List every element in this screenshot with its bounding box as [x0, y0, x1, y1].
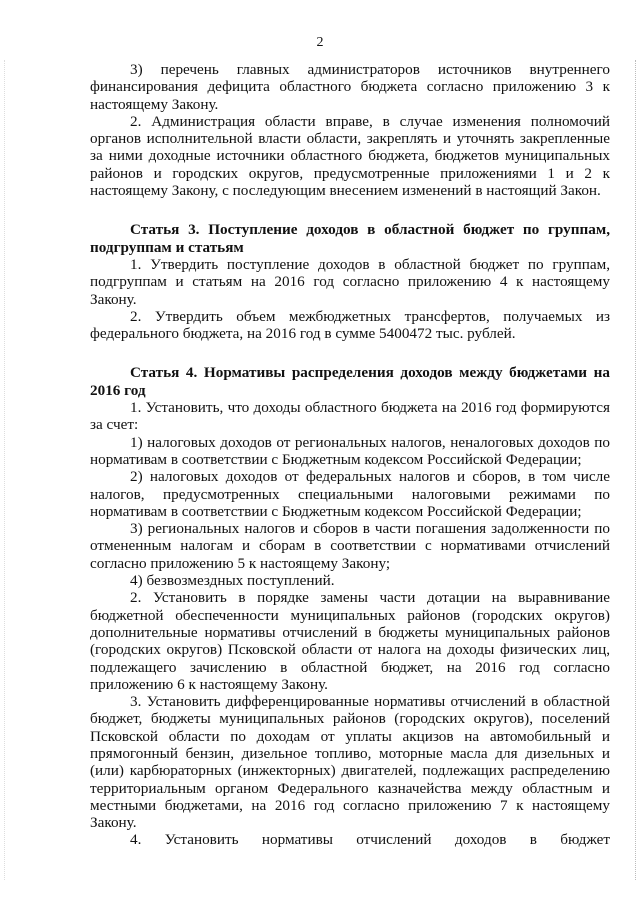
article-4-subitem-4: 4) безвозмездных поступлений. — [130, 572, 335, 590]
document-body — [90, 61, 610, 849]
article-4-title: Статья 4. Нормативы распределения доходов между бюджетами на 2016 год — [90, 364, 610, 399]
article-3-item-2: 2. Утвердить объем межбюджетных трансфертов, получаемых из федерального бюджета, на 2016 год в сумме 5400472 тыс. рублей. — [90, 307, 610, 343]
page-number: 2 — [316, 35, 324, 50]
article-3-item-1: 1. Утвердить поступление доходов в областной бюджет по группам, подгруппам и статьям на 2016 год согласно приложению 4 к настоящему Закону. — [90, 255, 610, 308]
paragraph-admin-rights: 2. Администрация области вправе, в случае изменения полномочий органов исполнительной власти области, закреплять и уточнять закрепленные за ними доходные источники областного бюджета, бюджетов муниципальных районов и городских округов, предусмотренные приложениями 1 и 2 к настоящему Закону, с последующим внесением изменений в настоящий Закон. — [90, 112, 610, 200]
article-4-subitem-3: 3) региональных налогов и сборов в части погашения задолженности по отмененным налогам и сборам в соответствии с нормативами отчислений согласно приложению 5 к настоящему Закону; — [90, 520, 610, 572]
scan-edge-left — [4, 60, 6, 880]
scan-edge-right — [634, 60, 636, 880]
article-3-title: Статья 3. Поступление доходов в областной бюджет по группам, подгруппам и статьям — [90, 221, 610, 256]
article-4-item-1: 1. Установить, что доходы областного бюджета на 2016 год формируются за счет: — [90, 399, 610, 434]
paragraph-admin-sources: 3) перечень главных администраторов источников внутреннего финансирования дефицита областного бюджета согласно приложению 3 к настоящему Закону. — [90, 61, 610, 113]
article-4-item-3: 3. Установить дифференцированные нормативы отчислений в областной бюджет, бюджеты муниципальных районов (городских округов), поселений Псковской области по доходам от уплаты акцизов на автомобильный и прямогонный бензин, дизельное топливо, моторные масла для дизельных и (или) карбюраторных (инжекторных) двигателей, подлежащих распределению территориальным органом Федерального казначейства между областным и местными бюджетами, на 2016 год согласно приложению 7 к настоящему Закону. — [90, 693, 610, 832]
article-4-subitem-1: 1) налоговых доходов от региональных налогов, неналоговых доходов по нормативам в соответствии с Бюджетным кодексом Российской Федерации; — [90, 433, 610, 468]
article-4-item-4: 4. Установить нормативы отчислений доходов в бюджет — [130, 831, 610, 849]
article-4-subitem-2: 2) налоговых доходов от федеральных налогов и сборов, в том числе налогов, предусмотренных специальными налоговыми режимами по нормативам в соответствии с Бюджетным кодексом Российской Федерации; — [90, 468, 610, 520]
article-4-item-2: 2. Установить в порядке замены части дотации на выравнивание бюджетной обеспеченности муниципальных районов (городских округов) дополнительные нормативы отчислений в бюджеты муниципальных районов (городских округов) Псковской области от налога на доходы физических лиц, подлежащего зачислению в областной бюджет, на 2016 год согласно приложению 6 к настоящему Закону. — [90, 589, 610, 693]
